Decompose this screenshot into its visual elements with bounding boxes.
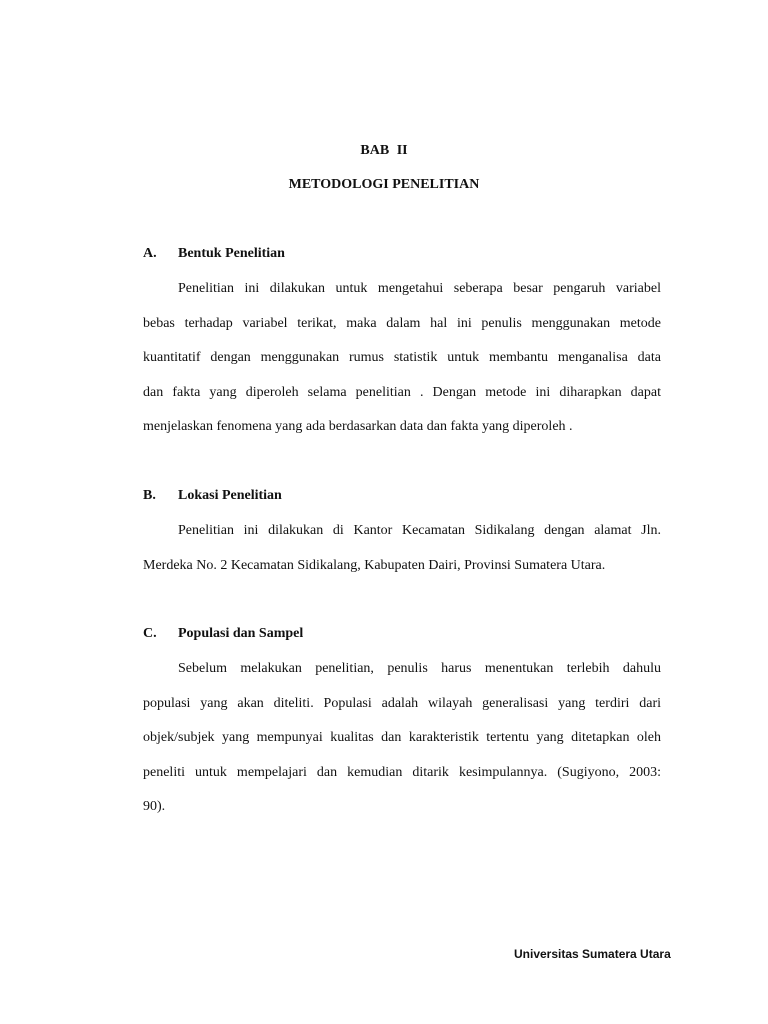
paragraph-line: peneliti untuk mempelajari dan kemudian ditarik kesimpulannya. (Sugiyono, 2003:: [143, 764, 661, 780]
section-letter: B.: [143, 488, 156, 503]
section-letter: A.: [143, 246, 157, 261]
section-c-heading: [143, 626, 303, 642]
section-title: Lokasi Penelitian: [178, 488, 282, 503]
paragraph-line: menjelaskan fenomena yang ada berdasarkan data dan fakta yang diperoleh .: [143, 419, 573, 435]
paragraph-line: objek/subjek yang mempunyai kualitas dan karakteristik tertentu yang ditetapkan oleh: [143, 730, 661, 746]
paragraph-line: Merdeka No. 2 Kecamatan Sidikalang, Kabupaten Dairi, Provinsi Sumatera Utara.: [143, 557, 606, 573]
section-letter: C.: [143, 626, 157, 641]
section-a-heading: [143, 246, 285, 262]
chapter-title: METODOLOGI PENELITIAN: [288, 177, 480, 192]
paragraph-line: 90).: [143, 799, 166, 815]
section-title: Bentuk Penelitian: [178, 246, 285, 261]
section-a-paragraph: [143, 272, 661, 445]
paragraph-line: dan fakta yang diperoleh selama penelitian . Dengan metode ini diharapkan dapat: [143, 384, 661, 400]
paragraph-line: populasi yang akan diteliti. Populasi adalah wilayah generalisasi yang terdiri dari: [143, 695, 661, 711]
paragraph-line: Sebelum melakukan penelitian, penulis harus menentukan terlebih dahulu: [178, 661, 661, 676]
section-c-paragraph: [143, 652, 661, 825]
paragraph-line: bebas terhadap variabel terikat, maka dalam hal ini penulis menggunakan metode: [143, 315, 661, 331]
section-b-heading: [143, 488, 282, 504]
footer-institution: Universitas Sumatera Utara: [514, 947, 671, 961]
chapter-number: BAB II: [360, 143, 408, 158]
paragraph-line: Penelitian ini dilakukan di Kantor Kecamatan Sidikalang dengan alamat Jln.: [178, 523, 661, 538]
paragraph-line: kuantitatif dengan menggunakan rumus statistik untuk membantu menganalisa data: [143, 350, 661, 366]
section-b-paragraph: [143, 514, 661, 583]
section-title: Populasi dan Sampel: [178, 626, 304, 641]
paragraph-line: Penelitian ini dilakukan untuk mengetahui seberapa besar pengaruh variabel: [178, 281, 661, 296]
